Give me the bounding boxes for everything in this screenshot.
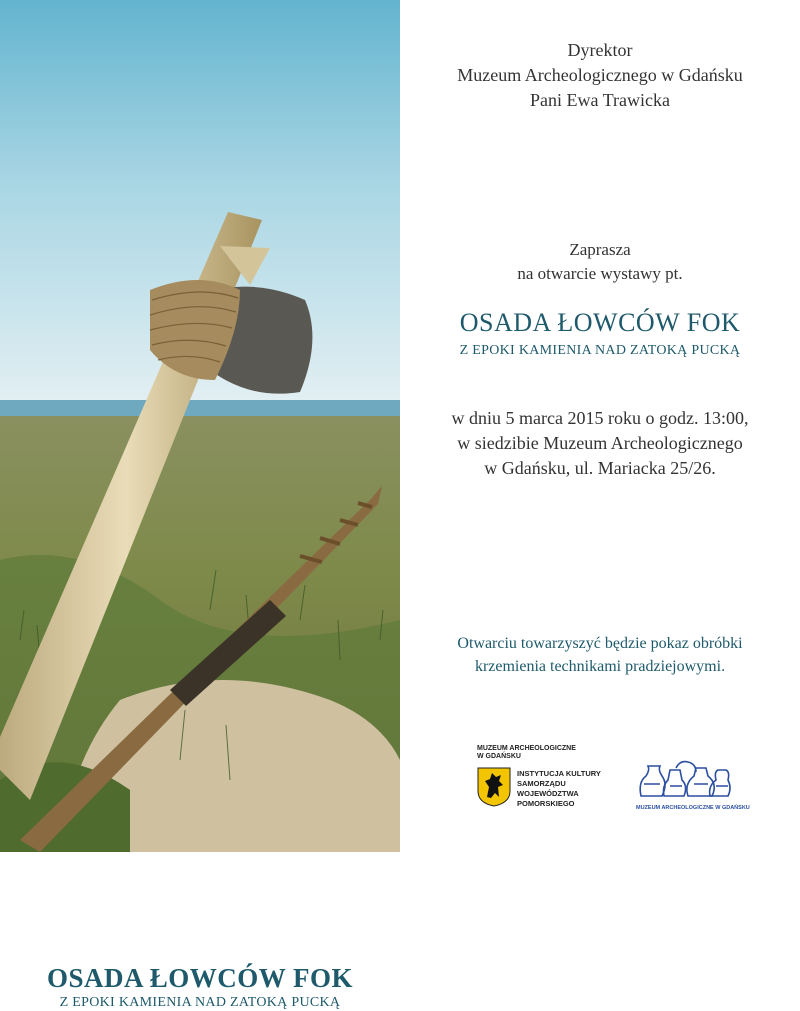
exhibition-title: OSADA ŁOWCÓW FOK xyxy=(459,308,741,337)
museum-logo-caption: MUZEUM ARCHEOLOGICZNE W GDAŃSKU xyxy=(636,805,750,811)
event-date: w dniu 5 marca 2015 roku o godz. 13:00, xyxy=(451,408,749,428)
institution-line: POMORSKIEGO xyxy=(517,799,575,808)
sea xyxy=(0,400,400,418)
event-details xyxy=(400,406,800,481)
pottery-vessels-icon xyxy=(636,758,731,798)
cover-photo xyxy=(0,0,400,1010)
host-block xyxy=(400,38,800,113)
museum-logo xyxy=(636,758,750,811)
museum-small-line: MUZEUM ARCHEOLOGICZNE xyxy=(477,745,576,752)
museum-small-name xyxy=(477,745,587,761)
griffin-crest-icon xyxy=(477,767,511,807)
demo-line: Otwarciu towarzyszyć będzie pokaz obróbki xyxy=(457,635,743,652)
cover-title: OSADA ŁOWCÓW FOK xyxy=(46,963,354,993)
institution-line: INSTYTUCJA KULTURY xyxy=(517,769,601,778)
institution-line: WOJEWÓDZTWA xyxy=(517,789,579,798)
museum-small-line: W GDAŃSKU xyxy=(477,753,521,760)
institution-text xyxy=(517,769,617,809)
demo-note xyxy=(400,632,800,678)
invitation-line: Zaprasza xyxy=(569,240,631,259)
institution-line: SAMORZĄDU xyxy=(517,779,566,788)
host-institution: Muzeum Archeologicznego w Gdańsku xyxy=(457,65,743,85)
event-venue: w siedzibie Muzeum Archeologicznego xyxy=(457,433,743,453)
demo-line: krzemienia technikami pradziejowymi. xyxy=(474,658,726,675)
institution-logo xyxy=(477,745,607,808)
invitation-line: na otwarcie wystawy pt. xyxy=(517,264,683,283)
cover-subtitle: Z EPOKI KAMIENIA NAD ZATOKĄ PUCKĄ xyxy=(59,995,341,1010)
host-title: Dyrektor xyxy=(567,40,633,60)
host-name: Pani Ewa Trawicka xyxy=(530,90,670,110)
event-address: w Gdańsku, ul. Mariacka 25/26. xyxy=(484,458,716,478)
invitation-panel xyxy=(400,0,800,852)
invitation-block xyxy=(400,238,800,286)
cover-photo-illustration xyxy=(0,0,400,852)
exhibition-subtitle: Z EPOKI KAMIENIA NAD ZATOKĄ PUCKĄ xyxy=(459,343,741,358)
